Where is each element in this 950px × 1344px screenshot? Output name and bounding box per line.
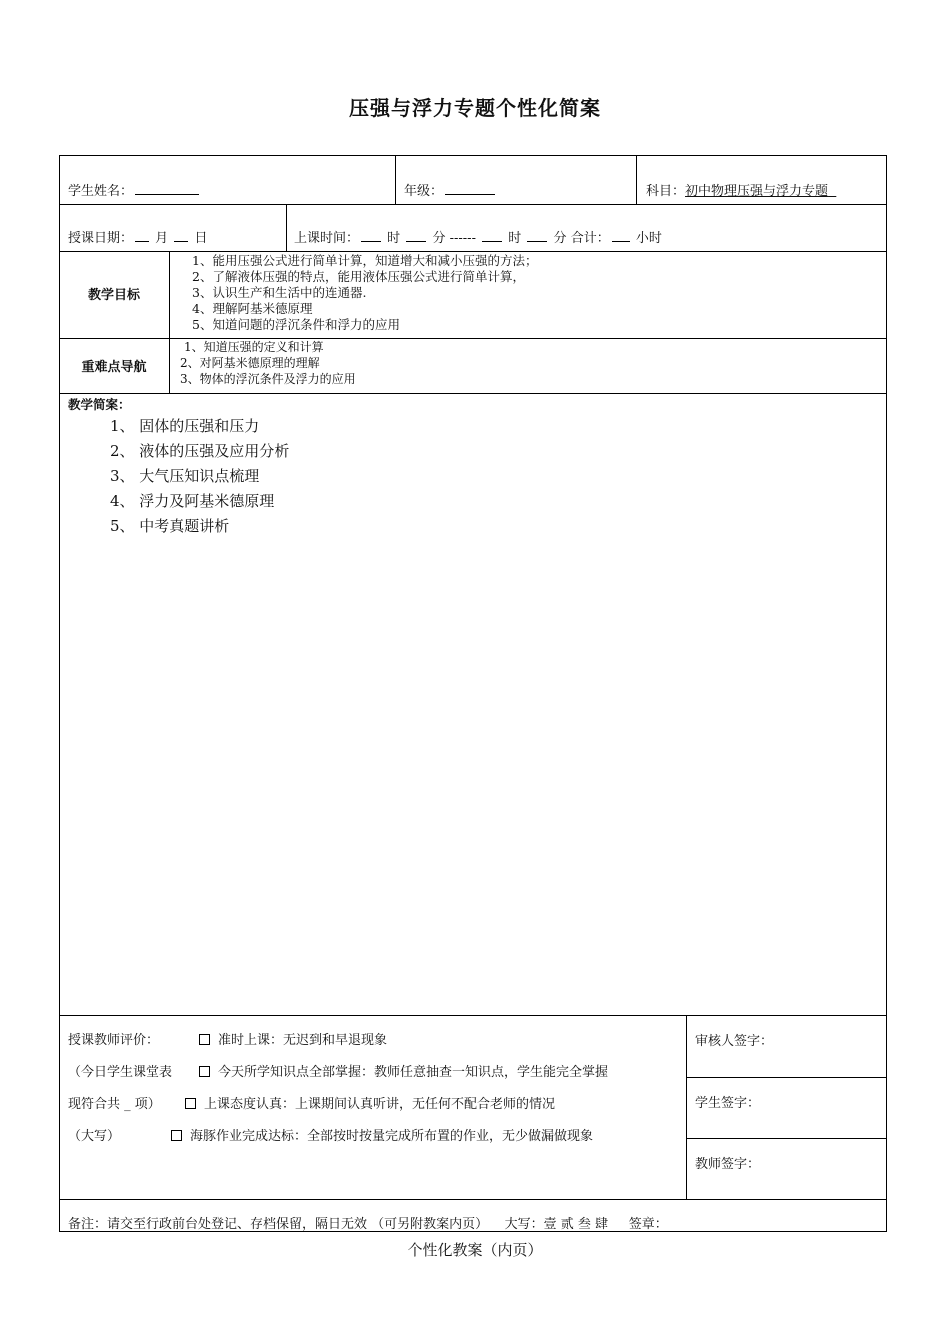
goal-item: 3、认识生产和生活中的连通器. bbox=[192, 285, 367, 300]
checkbox-label: 准时上课：无迟到和早退现象 bbox=[218, 1033, 388, 1048]
time-label: 上课时间： bbox=[294, 231, 360, 246]
checkbox-icon[interactable] bbox=[185, 1098, 196, 1109]
row-divider bbox=[59, 204, 887, 205]
col-divider bbox=[686, 1015, 687, 1199]
hours-label: 小时 bbox=[635, 231, 662, 246]
plan-item: 1、 固体的压强和压力 bbox=[110, 417, 260, 435]
page-title: 压强与浮力专题个性化简案 bbox=[349, 96, 601, 120]
checkbox-icon[interactable] bbox=[171, 1130, 182, 1141]
checkbox-label: 海豚作业完成达标：全部按时按量完成所布置的作业，无少做漏做现象 bbox=[190, 1129, 594, 1144]
plan-item: 3、 大气压知识点梳理 bbox=[110, 467, 260, 485]
subject-value: 初中物理压强与浮力专题 bbox=[685, 184, 829, 199]
time-dashes: ------ bbox=[449, 231, 476, 246]
sign-divider bbox=[686, 1138, 887, 1139]
hour-label-2: 时 bbox=[508, 231, 522, 246]
plan-label: 教学简案： bbox=[68, 397, 131, 412]
student-name-field[interactable] bbox=[68, 180, 201, 199]
lesson-date-field[interactable] bbox=[68, 227, 207, 246]
reviewer-signature-label: 审核人签字： bbox=[695, 1034, 774, 1049]
row-divider bbox=[59, 251, 887, 252]
row-divider bbox=[59, 338, 887, 339]
student-name-blank[interactable] bbox=[135, 182, 199, 195]
focus-item: 2、对阿基米德原理的理解 bbox=[180, 356, 320, 370]
note-line: 备注：请交至行政前台处登记、存档保留，隔日无效 （可另附教案内页） 大写：壹 贰 叁 肆 签章： bbox=[68, 1217, 668, 1232]
evaluation-left-label: （今日学生课堂表 bbox=[68, 1065, 173, 1080]
checkbox-label: 今天所学知识点全部掌握：教师任意抽查一知识点，学生能完全掌握 bbox=[218, 1065, 609, 1080]
focus-item: 3、物体的浮沉条件及浮力的应用 bbox=[180, 372, 356, 386]
col-divider bbox=[286, 204, 287, 251]
subject-label: 科目： bbox=[646, 184, 686, 199]
focus-item: 1、知道压强的定义和计算 bbox=[184, 340, 324, 354]
checkbox-icon[interactable] bbox=[199, 1034, 210, 1045]
day-label: 日 bbox=[194, 231, 208, 246]
date-label: 授课日期： bbox=[68, 231, 134, 246]
col-divider bbox=[636, 155, 637, 204]
plan-item: 2、 液体的压强及应用分析 bbox=[110, 442, 290, 460]
page-footer: 个性化教案（内页） bbox=[407, 1241, 543, 1259]
student-name-label: 学生姓名： bbox=[68, 184, 134, 199]
teacher-signature-label: 教师签字： bbox=[695, 1157, 761, 1172]
checkbox-homework[interactable] bbox=[171, 1125, 593, 1144]
row-divider bbox=[59, 393, 887, 394]
goal-item: 2、了解液体压强的特点，能用液体压强公式进行简单计算， bbox=[192, 269, 525, 284]
col-divider bbox=[395, 155, 396, 204]
grade-label: 年级： bbox=[404, 184, 444, 199]
grade-field[interactable] bbox=[404, 180, 497, 199]
goal-item: 4、理解阿基米德原理 bbox=[192, 301, 313, 316]
checkbox-attitude[interactable] bbox=[185, 1093, 555, 1112]
checkbox-mastery[interactable] bbox=[199, 1061, 608, 1080]
plan-item: 5、 中考真题讲析 bbox=[110, 517, 230, 535]
goals-label: 教学目标 bbox=[87, 288, 140, 303]
total-label: 合计： bbox=[570, 231, 610, 246]
checkbox-on-time[interactable] bbox=[199, 1029, 387, 1048]
col-divider bbox=[169, 251, 170, 393]
checkbox-icon[interactable] bbox=[199, 1066, 210, 1077]
checkbox-label: 上课态度认真：上课期间认真听讲，无任何不配合老师的情况 bbox=[204, 1097, 556, 1112]
focus-label: 重难点导航 bbox=[81, 360, 147, 375]
minute-label-2: 分 bbox=[553, 231, 567, 246]
student-signature-label: 学生签字： bbox=[695, 1096, 761, 1111]
row-divider bbox=[59, 1199, 887, 1200]
sign-divider bbox=[686, 1077, 887, 1078]
goal-item: 1、能用压强公式进行简单计算，知道增大和减小压强的方法； bbox=[192, 253, 538, 268]
subject-field bbox=[646, 180, 836, 199]
lesson-time-field[interactable] bbox=[294, 227, 662, 246]
grade-blank[interactable] bbox=[445, 182, 495, 195]
minute-label: 分 bbox=[432, 231, 446, 246]
evaluation-left-label: （大写） bbox=[68, 1129, 121, 1144]
goal-item: 5、知道问题的浮沉条件和浮力的应用 bbox=[192, 317, 400, 332]
row-divider bbox=[59, 1015, 887, 1016]
hour-label: 时 bbox=[387, 231, 401, 246]
month-label: 月 bbox=[155, 231, 169, 246]
evaluation-left-label: 授课教师评价： bbox=[68, 1033, 160, 1048]
plan-item: 4、 浮力及阿基米德原理 bbox=[110, 492, 275, 510]
evaluation-left-label: 现符合共 _ 项） bbox=[68, 1097, 161, 1112]
